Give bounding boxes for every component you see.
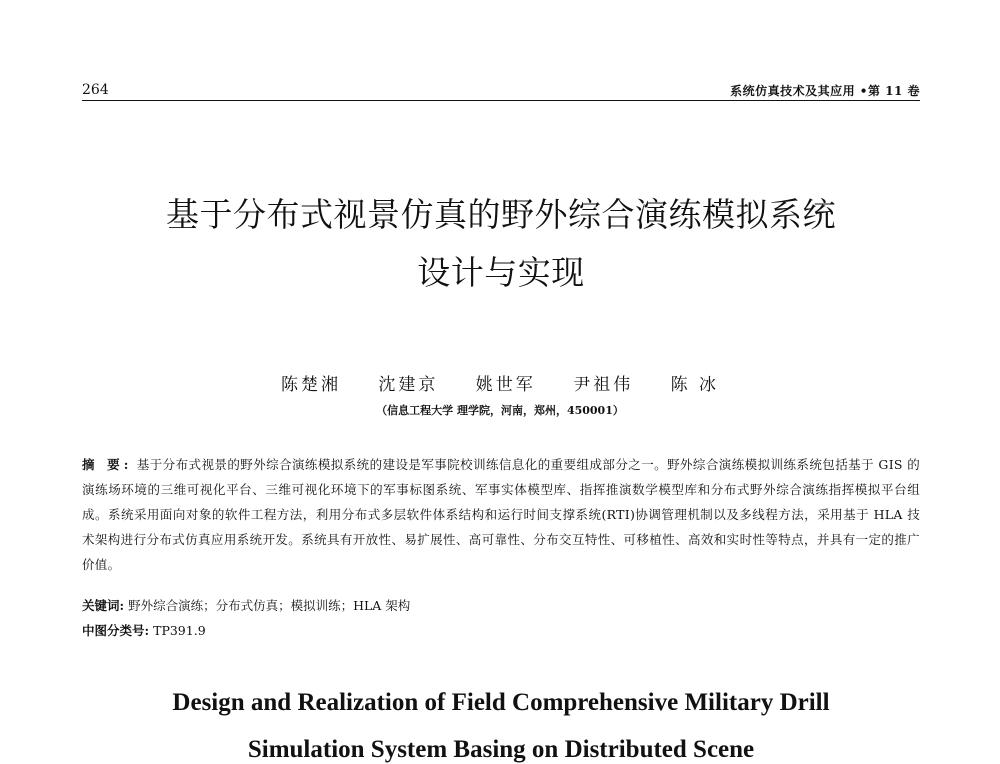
paper-title-cn-line-2: 设计与实现 (417, 253, 585, 292)
page-header (82, 82, 920, 102)
author-name: 尹祖伟 (573, 375, 634, 395)
author-name: 陈楚湘 (280, 375, 341, 395)
clc-text: TP391.9 (153, 623, 206, 638)
abstract (82, 452, 920, 577)
classification-number (82, 621, 920, 639)
abstract-label: 摘 要: (82, 457, 133, 472)
author-list (0, 370, 1000, 395)
running-head: 系统仿真技术及其应用 •第 11 卷 (730, 84, 920, 98)
affiliation: （信息工程大学 理学院，河南，郑州，450001） (376, 404, 624, 417)
paper-title-en-line-1: Design and Realization of Field Comprehensive Military Drill (172, 689, 830, 716)
keywords-text: 野外综合演练；分布式仿真；模拟训练；HLA 架构 (128, 598, 411, 613)
author-name: 姚世军 (475, 375, 536, 395)
keywords (82, 596, 920, 614)
keywords-label: 关键词: (82, 598, 125, 613)
author-name: 沈建京 (378, 375, 439, 395)
author-name: 陈 冰 (670, 375, 720, 395)
clc-label: 中图分类号: (82, 623, 150, 638)
page-number: 264 (82, 82, 109, 98)
paper-title-cn-line-1: 基于分布式视景仿真的野外综合演练模拟系统 (166, 195, 836, 234)
paper-title-en-line-2: Simulation System Basing on Distributed Scene (247, 736, 755, 763)
abstract-text: 基于分布式视景的野外综合演练模拟系统的建设是军事院校训练信息化的重要组成部分之一。野外综合演练模拟训练系统包括基于 GIS 的演练场环境的三维可视化平台、三维可视化环境下的军事标图系统、军事实体模型库、指挥推演数学模型库和分布式野外综合演练指挥模拟平台组成。系统采用面向对象的软件工程方法，利用分布式多层软件体系结构和运行时间支撑系统(RTI)协调管理机制以及多线程方法，采用基于 HLA 技术架构进行分布式仿真应用系统开发。系统具有开放性、易扩展性、高可靠性、分布交互特性、可移植性、高效和实时性等特点，并具有一定的推广价值。 (82, 457, 921, 572)
header-rule (82, 100, 920, 101)
